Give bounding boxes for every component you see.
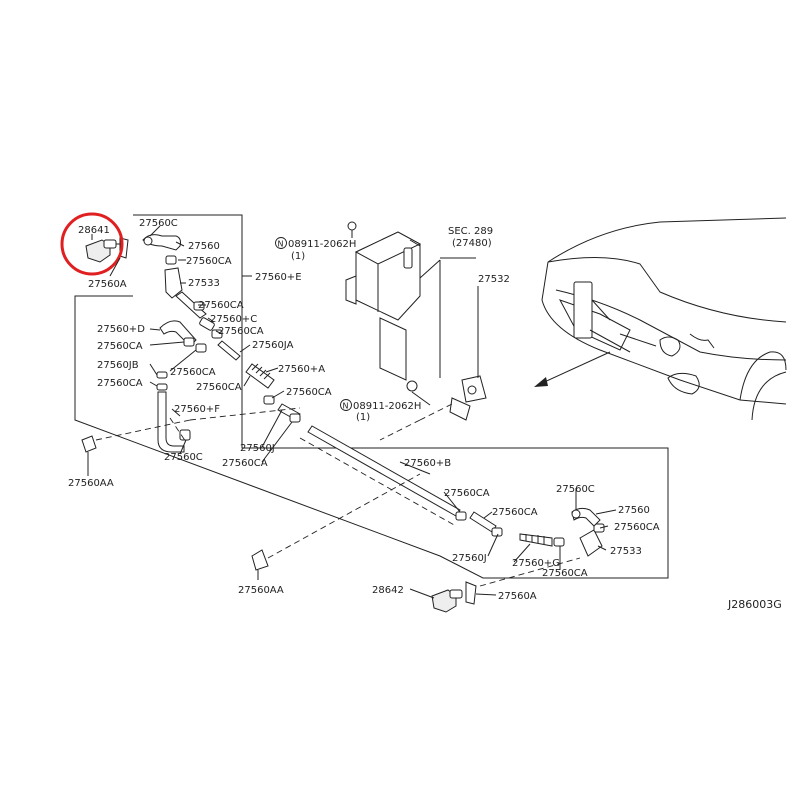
label-27560D: 27560+D [97, 324, 145, 335]
label-27560J-mid: 27560J [240, 443, 275, 454]
washer-pump[interactable] [450, 376, 486, 420]
svg-text:N: N [277, 239, 284, 249]
label-27560JB: 27560JB [97, 360, 139, 371]
dashed-leaders [96, 401, 580, 586]
label-27560CA-11: 27560CA [492, 507, 538, 518]
clip-27560AA-low[interactable] [252, 550, 268, 570]
clip-27560AA-left[interactable] [82, 436, 96, 452]
label-27560CA-3: 27560CA [218, 326, 264, 337]
svg-text:08911-2062H: 08911-2062H [288, 239, 357, 250]
bolt-low-callout [341, 400, 422, 424]
svg-text:(1): (1) [356, 412, 371, 423]
label-27560G: 27560+G [512, 558, 560, 569]
label-27560JA: 27560JA [252, 340, 294, 351]
label-27560C-plus: 27560+C [210, 314, 258, 325]
svg-text:08911-2062H: 08911-2062H [353, 401, 422, 412]
label-27560A-low: 27560A [498, 591, 537, 602]
label-27560CA-10: 27560CA [444, 488, 490, 499]
label-sec289-ref: (27480) [452, 238, 492, 249]
label-27533-left: 27533 [188, 278, 220, 289]
direction-arrow [534, 352, 610, 387]
label-27532: 27532 [478, 274, 510, 285]
label-27560CA-5: 27560CA [170, 367, 216, 378]
vehicle-front [542, 218, 786, 420]
label-sec289: SEC. 289 [448, 226, 494, 237]
label-27560C-right: 27560C [556, 484, 595, 495]
label-27560CA-12: 27560CA [542, 568, 588, 579]
label-27560CA-8: 27560CA [286, 387, 332, 398]
label-27533-right: 27533 [610, 546, 642, 557]
label-27560CA-1: 27560CA [186, 256, 232, 267]
label-27560A-plus: 27560+A [278, 364, 326, 375]
svg-text:N: N [342, 401, 349, 411]
label-27560J-low: 27560J [452, 553, 487, 564]
label-27560-top: 27560 [188, 241, 220, 252]
nozzle-28642[interactable] [432, 582, 476, 612]
washer-tank[interactable] [346, 222, 420, 391]
svg-text:(1): (1) [291, 251, 306, 262]
label-27560CA-7: 27560CA [196, 382, 242, 393]
label-27560CA-6: 27560CA [97, 378, 143, 389]
label-27560C-low: 27560C [164, 452, 203, 463]
label-27560A-left: 27560A [88, 279, 127, 290]
label-27560E: 27560+E [255, 272, 302, 283]
label-27560C-top: 27560C [139, 218, 178, 229]
label-28641: 28641 [78, 225, 110, 236]
label-27560CA-13: 27560CA [614, 522, 660, 533]
label-27560-right: 27560 [618, 505, 650, 516]
label-27560AA-low: 27560AA [238, 585, 284, 596]
label-27560F: 27560+F [174, 404, 220, 415]
label-28642: 28642 [372, 585, 404, 596]
label-27560B: 27560+B [404, 458, 452, 469]
diagram-code: J286003G [728, 598, 782, 611]
label-27560AA-left: 27560AA [68, 478, 114, 489]
label-27560CA-4: 27560CA [97, 341, 143, 352]
bolt-top-callout [276, 238, 357, 263]
label-27560CA-9: 27560CA [222, 458, 268, 469]
label-27560CA-2: 27560CA [198, 300, 244, 311]
